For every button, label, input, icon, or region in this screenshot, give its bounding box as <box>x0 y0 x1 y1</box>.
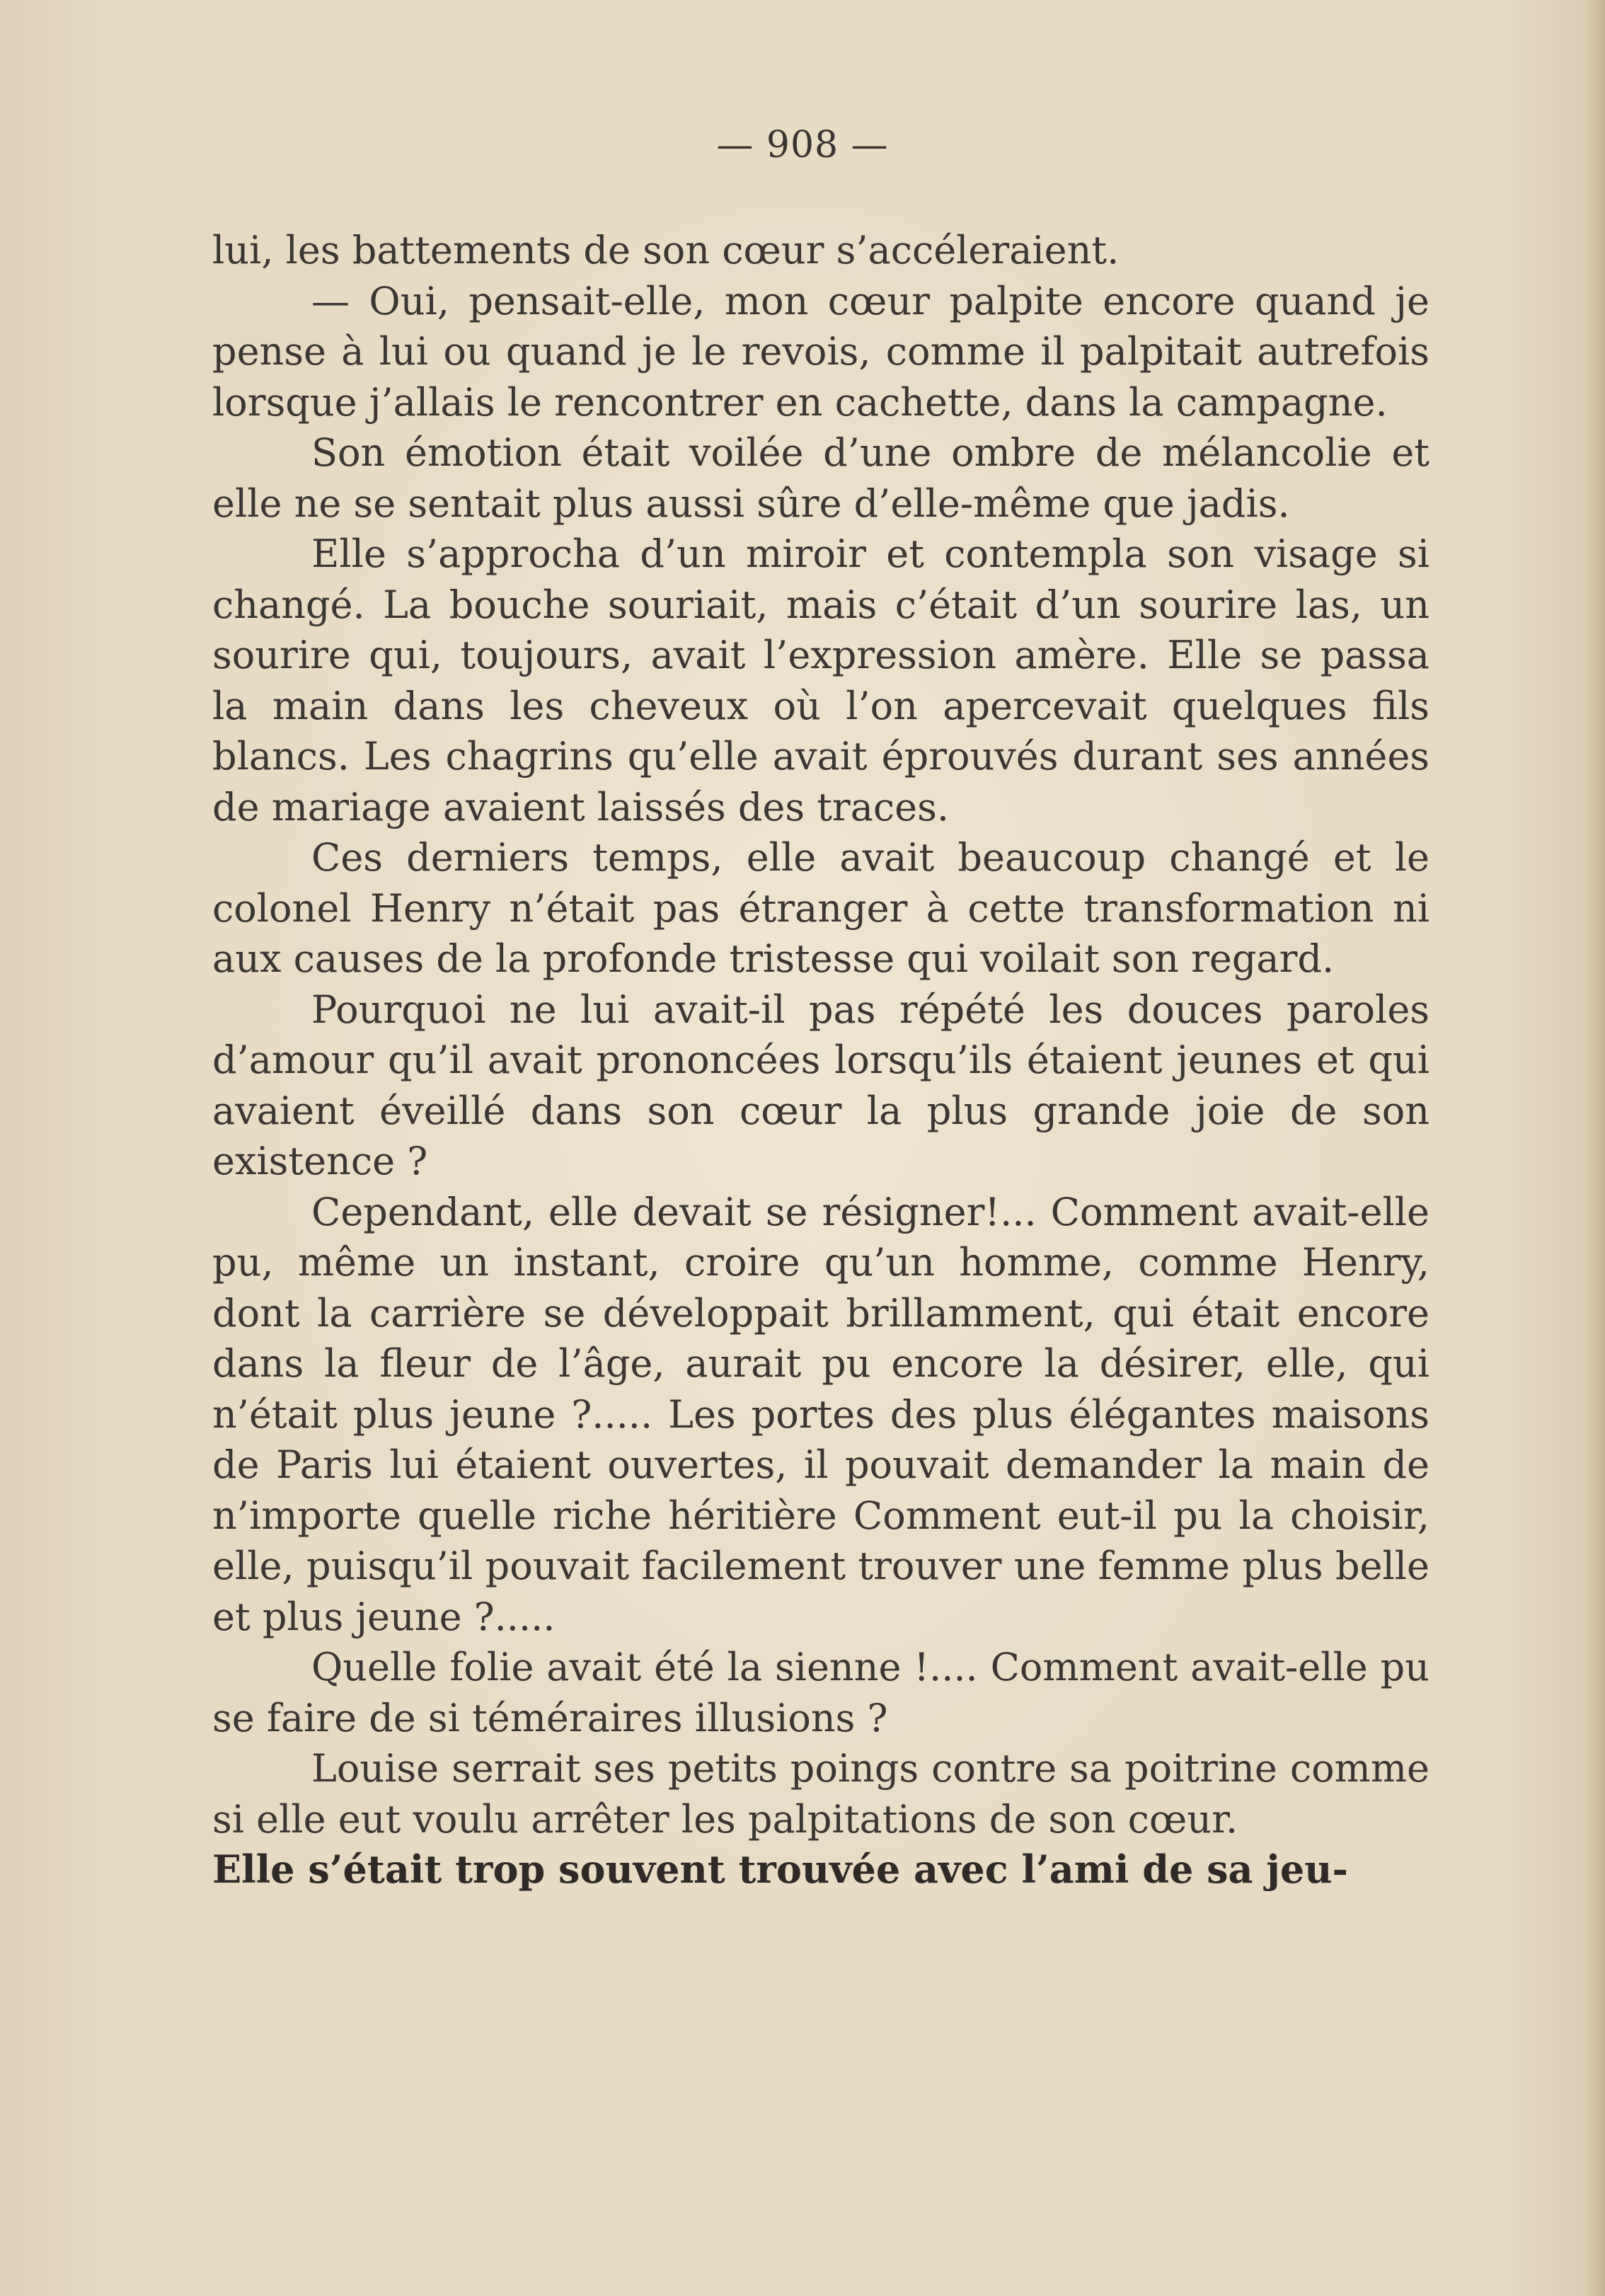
page-number: — 908 — <box>716 124 889 166</box>
paragraph: Louise serrait ses petits poings contre sa poitrine comme si elle eut voulu arrêter les palpitations de son cœur. <box>212 1746 1429 1842</box>
paragraph-bottom-line: Elle s’était trop souvent trouvée avec l’ami de sa jeu- <box>212 1847 1348 1892</box>
paragraph: Son émotion était voilée d’une ombre de mélancolie et elle ne se sentait plus aussi sûre d’elle-même que jadis. <box>212 430 1429 526</box>
paragraph: — Oui, pensait-elle, mon cœur palpite encore quand je pense à lui ou quand je le revois, comme il palpitait autrefois lorsque j’allais le rencontrer en cachette, dans la campagne. <box>212 278 1429 425</box>
body-text <box>212 225 1429 1895</box>
paragraph: Elle s’approcha d’un miroir et contempla son visage si changé. La bouche souriait, mais c’était d’un sourire las, un sourire qui, toujours, avait l’expression amère. Elle se passa la main dans les cheveux où l’on apercevait quelques fils blancs. Les chagrins qu’elle avait éprouvés durant ses années de mariage avaient laissés des traces. <box>212 532 1429 830</box>
paragraph: Pourquoi ne lui avait-il pas répété les douces paroles d’amour qu’il avait prononcées lorsqu’ils étaient jeunes et qui avaient éveillé dans son cœur la plus grande joie de son existence ? <box>212 987 1429 1183</box>
page-edge-shadow <box>1584 0 1605 2296</box>
paragraph: Quelle folie avait été la sienne !.... Comment avait-elle pu se faire de si téméraires illusions ? <box>212 1645 1429 1740</box>
paragraph: Ces derniers temps, elle avait beaucoup changé et le colonel Henry n’était pas étranger à cette transformation ni aux causes de la profonde tristesse qui voilait son regard. <box>212 835 1429 981</box>
paragraph: Cependant, elle devait se résigner!... Comment avait-elle pu, même un instant, croire qu’un homme, comme Henry, dont la carrière se développait brillamment, qui était encore dans la fleur de l’âge, aurait pu encore la désirer, elle, qui n’était plus jeune ?..... Les portes des plus élégantes maisons de Paris lui étaient ouvertes, il pouvait demander la main de n’importe quelle riche héritière Comment eut-il pu la choisir, elle, puisqu’il pouvait facilement trouver une femme plus belle et plus jeune ?..... <box>212 1189 1429 1639</box>
paragraph: lui, les battements de son cœur s’accéleraient. <box>212 228 1120 272</box>
